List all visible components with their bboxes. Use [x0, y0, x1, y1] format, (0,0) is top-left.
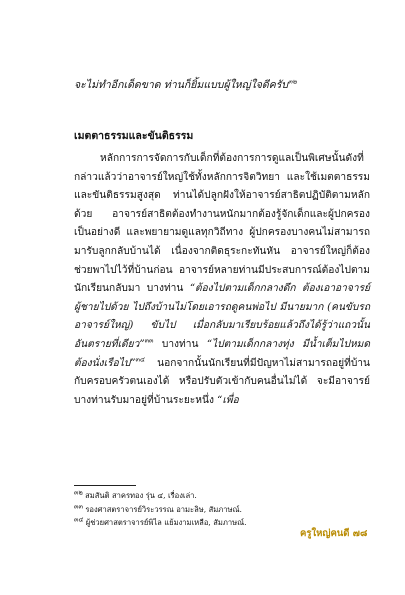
footnotes — [74, 489, 374, 530]
quote-line — [74, 78, 374, 92]
paragraph-end: นอกจากนั้นนักเรียนที่มีปัญหาไม่สามารถอยู่ที่บ้านกับครอบครัวตนเองได้ หรือปรับตัวเข้ากับคนอื่นไม่ได้ จะมีอาจารย์บางท่านรับมาอยู่ที่บ้านระยะหนึ่ง — [74, 357, 370, 406]
footnote-text: สมสันติ สาครทอง รุ่น ๔, เรื่องเล่า. — [85, 491, 197, 500]
paragraph-start: หลักการการจัดการกับเด็กที่ต้องการการดูแลเป็นพิเศษนั้นดังที่กล่าวแล้วว่าอาจารย์ใหญ่ใช้ทั้งหลักการจิตวิทยา และใช้เมตตาธรรมและขันติธรรมสูงสุด ท่านได้ปลูกฝังให้อาจารย์สาธิตปฏิบัติตามหลักด้วย อาจารย์สาธิตต้องทำงานหนักมากต้องรู้จักเด็กและผู้ปกครองเป็นอย่างดี และพยายามดูแลทุกวิถีทาง ผู้ปกครองบางคนไม่สามารถมารับลูกกลับบ้านได้ เนื่องจากติดธุระกะทันหัน อาจารย์ใหญ่ก็ต้องช่วยพาไปไว้ที่บ้านก่อน อาจารย์หลายท่านมีประสบการณ์ต้องไปตามนักเรียนกลับมา บางท่าน — [74, 153, 370, 295]
body-paragraph — [74, 150, 370, 410]
footnote-divider — [74, 485, 136, 486]
footnote-number: ๓๒ — [74, 488, 83, 497]
italic-quote-2: “ไปตามเด็กกลางทุ่ง มีน้ำเต็มไปหมด ต้องนั่งเรือไป” — [74, 338, 370, 369]
footnote-text: ผู้ช่วยศาสตราจารย์พิไล แย้มงามเหลือ, สัมภาษณ์. — [85, 518, 247, 527]
section-heading: เมตตาธรรมและขันติธรรม — [74, 130, 194, 142]
paragraph-middle: บางท่าน — [153, 338, 207, 350]
footnote-number: ๓๓ — [74, 501, 83, 510]
footnote-item — [74, 489, 374, 503]
footnote-ref-33: ๓๓ — [144, 336, 154, 345]
footer-label: ครูใหญ่คนดี — [300, 528, 350, 539]
footnote-item — [74, 503, 374, 517]
footnote-ref-34: ๓๔ — [135, 355, 145, 364]
footnote-text: รองศาสตราจารย์วิระวรรณ อามะลิษ, สัมภาษณ์. — [85, 504, 242, 514]
footnote-number: ๓๔ — [74, 515, 84, 524]
paragraph-tail: “เพื่อ — [217, 394, 239, 406]
page-footer — [300, 526, 367, 541]
quote-text: จะไม่ทำอีกเด็ดขาด ท่านก็ยิ้มแบบผู้ใหญ่ใจดีครับ — [74, 79, 289, 91]
body-text — [74, 150, 370, 410]
page-number: ๗๘ — [352, 528, 368, 539]
footnote-ref-32: ๓๒ — [288, 77, 297, 86]
italic-quote-1: “ต้องไปตามเด็กกลางดึก ต้องเอาอาจารย์ผู้ชายไปด้วย ไปถึงบ้านไม่โดยเอารถดูคนพ่อไป มีนายมาก (คนขับรถอาจารย์ใหญ่) ขับไป เมื่อกลับมาเรียบร้อยแล้วถึงได้รู้ว่าแถวนั้นอันตรายที่เดียว” — [74, 283, 371, 350]
